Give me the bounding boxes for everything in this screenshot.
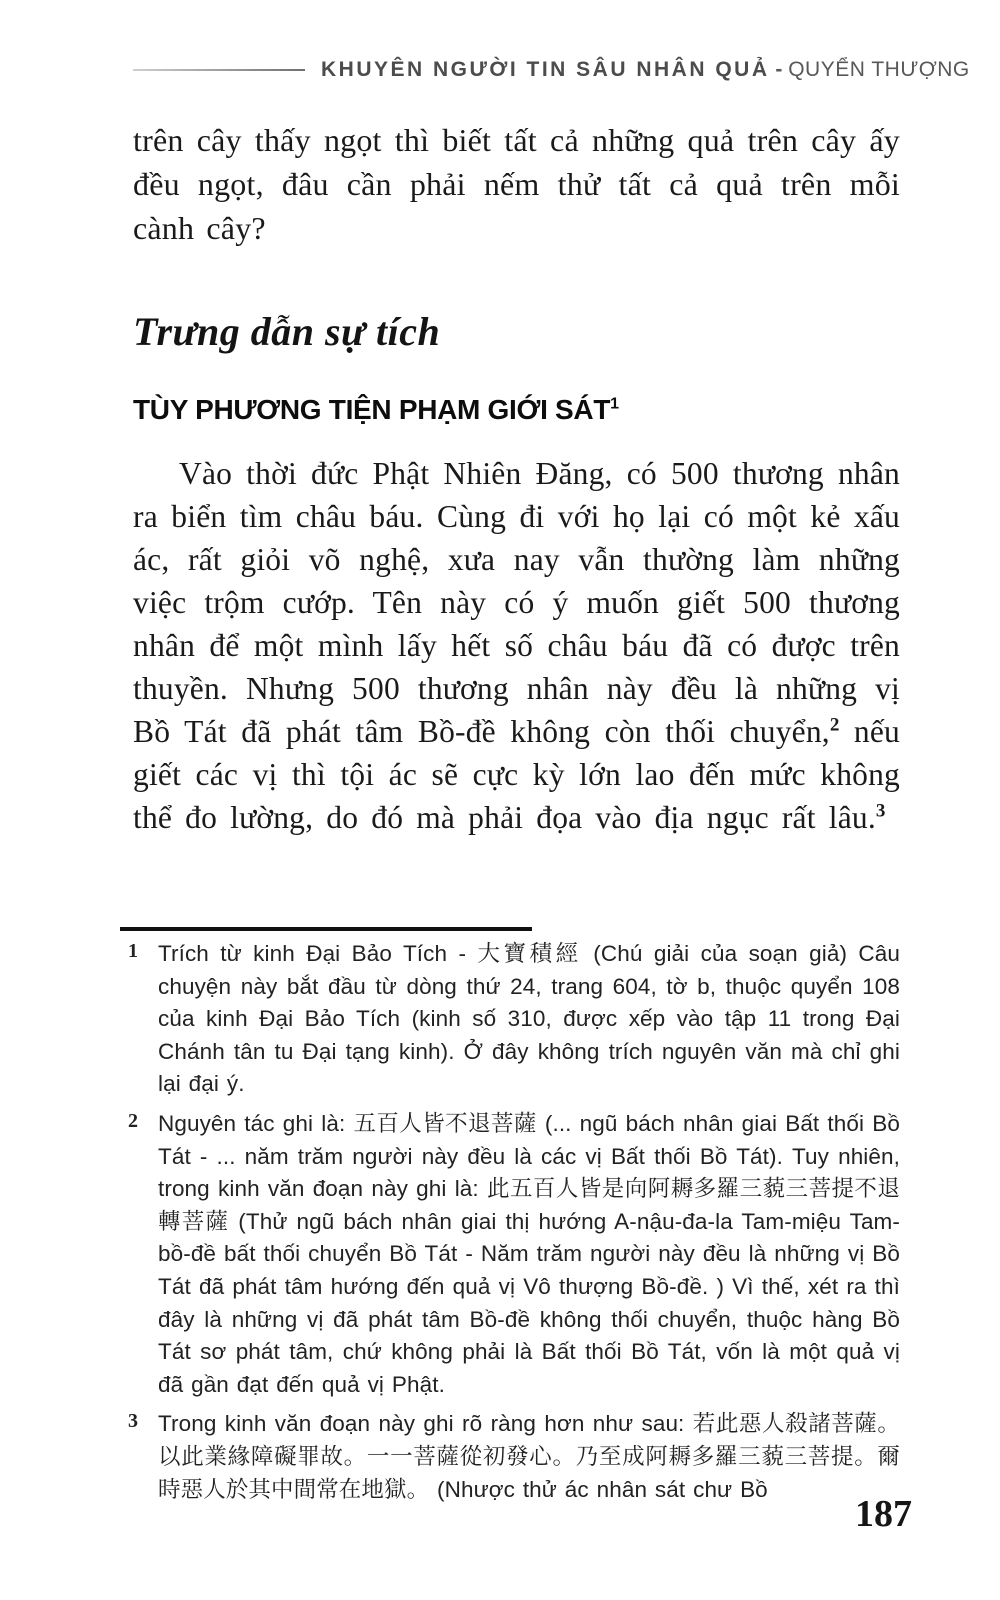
page-number: 187 <box>855 1493 912 1535</box>
footnote-1-text: Trích từ kinh Đại Bảo Tích - 大寶積經 (Chú giải của soạn giả) Câu chuyện này bắt đầu từ dòng thứ 24, trang 604, tờ b, thuộc quyển 108 của kinh Đại Bảo Tích (kinh số 310, được xếp vào tập 11 trong Đại Chánh tân tu Đại tạng kinh). Ở đây không trích nguyên văn mà chỉ ghi lại đại ý. <box>158 941 900 1097</box>
footnote-ref-3: 3 <box>875 800 886 822</box>
story-text-part1: Vào thời đức Phật Nhiên Đăng, có 500 thương nhân ra biển tìm châu báu. Cùng đi với họ lại có một kẻ xấu ác, rất giỏi võ nghệ, xưa nay vẫn thường làm những việc trộm cướp. Tên này có ý muốn giết 500 thương nhân để một mình lấy hết số châu báu đã có được trên thuyền. Nhưng 500 thương nhân này đều là những vị Bồ Tát đã phát tâm Bồ-đề không còn thối chuyển, <box>133 456 900 749</box>
section-heading: Trưng dẫn sự tích <box>133 309 441 354</box>
footnote-1-marker: 1 <box>128 940 138 962</box>
header-rule <box>133 69 305 71</box>
footnote-ref-2: 2 <box>829 714 840 736</box>
footnote-3-text: Trong kinh văn đoạn này ghi rõ ràng hơn như sau: 若此惡人殺諸菩薩。以此業緣障礙罪故。一一菩薩從初發心。乃至成阿耨多羅三藐三菩提。爾時惡人於其中間常在地獄。 (Nhược thử ác nhân sát chư Bồ <box>158 1411 900 1502</box>
running-head-title <box>321 58 970 82</box>
book-title: KHUYÊN NGƯỜI TIN SÂU NHÂN QUẢ <box>321 58 770 81</box>
footnote-2-text: Nguyên tác ghi là: 五百人皆不退菩薩 (... ngũ bách nhân giai Bất thối Bồ Tát - ... năm trăm người này đều là các vị Bất thối Bồ Tát). Tuy nhiên, trong kinh văn đoạn này ghi là: 此五百人皆是向阿耨多羅三藐三菩提不退轉菩薩 (Thử ngũ bách nhân giai thị hướng A-nậu-đa-la Tam-miệu Tam-bồ-đề bất thối chuyển Bồ Tát - Năm trăm người này đều là những vị Bồ Tát đã phát tâm hướng đến quả vị Vô thượng Bồ-đề. ) Vì thế, xét ra thì đây là những vị đã phát tâm Bồ-đề không thối chuyển, thuộc hàng Bồ Tát sơ phát tâm, chứ không phải là Bất thối Bồ Tát, vốn là một quả vị đã gần đạt đến quả vị Phật. <box>158 1110 900 1397</box>
story-heading-text: TÙY PHƯƠNG TIỆN PHẠM GIỚI SÁT <box>133 394 611 425</box>
footnote-separator <box>120 927 532 931</box>
volume-title: QUYỂN THƯỢNG <box>788 58 970 81</box>
footnote-2 <box>128 1108 900 1401</box>
title-separator: - <box>769 58 789 81</box>
footnote-2-marker: 2 <box>128 1109 138 1132</box>
footnote-ref-1: 1 <box>610 395 619 413</box>
footnote-1 <box>128 938 900 1101</box>
story-heading <box>133 394 619 426</box>
footnotes-section <box>128 938 900 1513</box>
footnote-3-marker: 3 <box>128 1410 138 1433</box>
story-text-part2: nếu giết các vị thì tội ác sẽ cực kỳ lớn lao đến mức không thể đo lường, do đó mà phải đọa vào địa ngục rất lâu. <box>133 714 900 835</box>
intro-paragraph: trên cây thấy ngọt thì biết tất cả những quả trên cây ấy đều ngọt, đâu cần phải nếm thử tất cả quả trên mỗi cành cây? <box>133 122 900 246</box>
footnote-3 <box>128 1408 900 1506</box>
running-header <box>133 58 970 82</box>
story-paragraph <box>133 452 900 839</box>
